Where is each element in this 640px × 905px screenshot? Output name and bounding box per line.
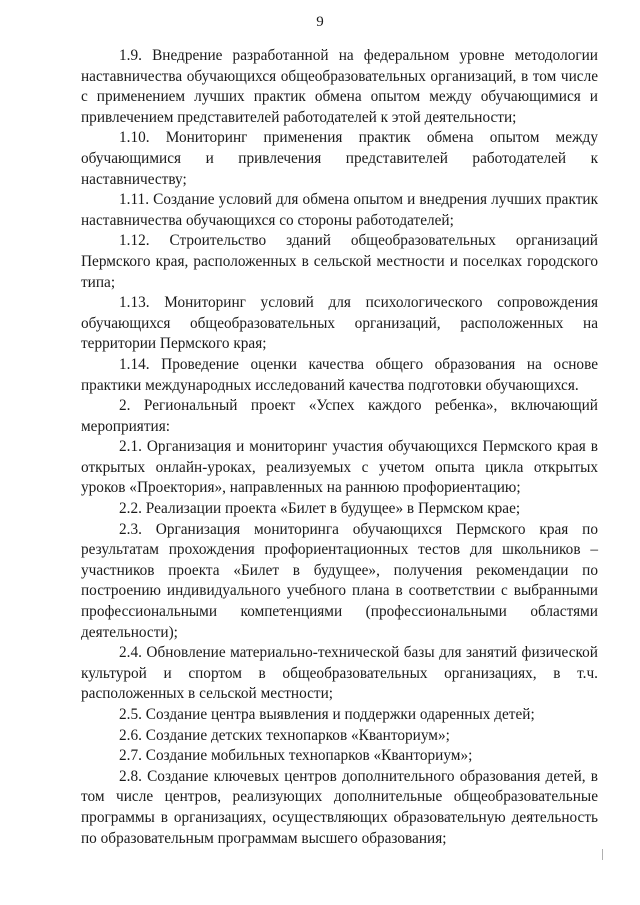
paragraph-2-2: 2.2. Реализации проекта «Билет в будущее» в Пермском крае; <box>119 500 521 518</box>
page-number: 9 <box>316 14 324 30</box>
paragraph-1-10: 1.10. Мониторинг применения практик обмена опытом между обучающимися и привлечения представителей работодателей к наставничеству; <box>81 129 598 188</box>
paragraph-1-13: 1.13. Мониторинг условий для психологического сопровождения обучающихся общеобразовательных организаций, расположенных на территории Пермского края; <box>81 294 598 353</box>
paragraph-2: 2. Региональный проект «Успех каждого ребенка», включающий мероприятия: <box>81 397 598 435</box>
paragraph-2-4: 2.4. Обновление материально-технической базы для занятий физической культурой и спортом в общеобразовательных организациях, в т.ч. расположенных в сельской местности; <box>81 644 598 703</box>
paragraph-2-6: 2.6. Создание детских технопарков «Кванториум»; <box>119 726 450 744</box>
paragraph-1-12: 1.12. Строительство зданий общеобразовательных организаций Пермского края, расположенных в сельской местности и поселках городского типа; <box>81 232 598 291</box>
paragraph-1-14: 1.14. Проведение оценки качества общего образования на основе практики международных исследований качества подготовки обучающихся. <box>81 355 598 394</box>
paragraph-1-9: 1.9. Внедрение разработанной на федеральном уровне методологии наставничества обучающихся общеобразовательных организаций, в том числе с применением лучших практик обмена опытом между обучающимися и привлечением представителей работодателей к этой деятельности; <box>81 47 598 126</box>
paragraph-2-8: 2.8. Создание ключевых центров дополнительного образования детей, в том числе центров, реализующих дополнительные общеобразовательные программы в организациях, осуществляющих образовательную деятельность по образовательным программам высшего образования; <box>81 767 598 847</box>
paragraph-2-1: 2.1. Организация и мониторинг участия обучающихся Пермского края в открытых онлайн-уроках, реализуемых с учетом опыта цикла открытых уроков «Проектория», направленных на раннюю профориентацию; <box>81 438 598 497</box>
document-body <box>81 46 598 849</box>
paragraph-2-3: 2.3. Организация мониторинга обучающихся Пермского края по результатам прохождения профориентационных тестов для школьников – участников проекта «Билет в будущее», получения рекомендации по построению индивидуального учебного плана в соответствии с выбранными профессиональными компетенциями (профессиональными областями деятельности); <box>81 520 598 641</box>
paragraph-2-5: 2.5. Создание центра выявления и поддержки одаренных детей; <box>119 706 535 723</box>
paragraph-1-11: 1.11. Создание условий для обмена опытом и внедрения лучших практик наставничества обучающихся со стороны работодателей; <box>81 191 598 229</box>
scan-artifact-mark <box>602 849 603 860</box>
paragraph-2-7: 2.7. Создание мобильных технопарков «Кванториум»; <box>119 747 473 765</box>
